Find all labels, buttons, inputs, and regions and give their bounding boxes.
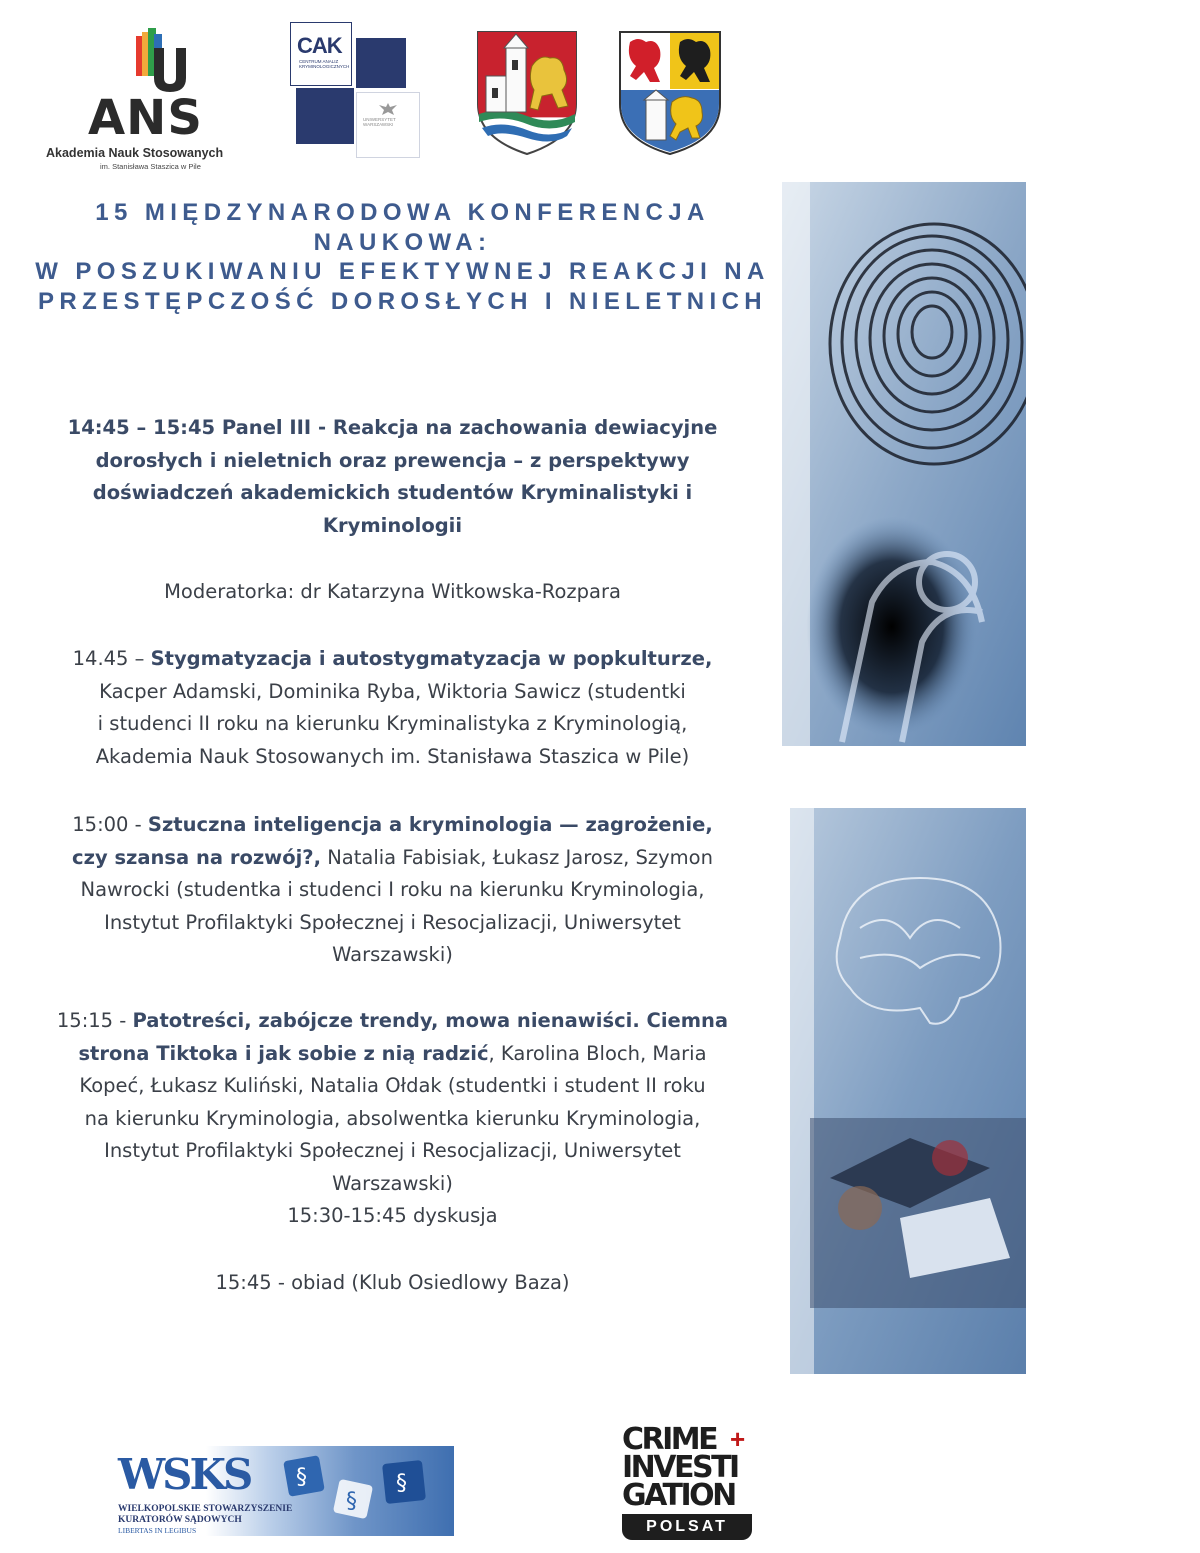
wsks-logo <box>116 1446 454 1536</box>
title-line: PRZESTĘPCZOŚĆ DOROSŁYCH I NIELETNICH <box>37 287 768 315</box>
cak-university-panel <box>356 92 420 158</box>
item-title: czy szansa na rozwój?, <box>72 845 321 869</box>
panel-line: dorosłych i nieletnich oraz prewencja – z perspektywy <box>95 448 690 472</box>
item-line: Kacper Adamski, Dominika Ryba, Wiktoria Sawicz (studentki <box>99 679 686 703</box>
ci-plus: + <box>730 1424 746 1454</box>
item-title: Patotreści, zabójcze trendy, mowa nienawiści. Ciemna <box>132 1009 729 1032</box>
panel-line: Kryminologii <box>322 513 463 537</box>
item-title: strona Tiktoka i jak sobie z nią radzić <box>78 1041 489 1065</box>
programme-item <box>30 643 755 773</box>
item-line: na kierunku Kryminologia, absolwentka kierunku Kryminologia, <box>84 1106 701 1130</box>
item-title: Sztuczna inteligencja a kryminologia — zagrożenie, <box>147 813 713 836</box>
moderator: Moderatorka: dr Katarzyna Witkowska-Rozpara <box>164 580 621 603</box>
item-line: Kopeć, Łukasz Kuliński, Natalia Ołdak (studentki i student II roku <box>79 1074 706 1097</box>
ci-line: INVESTI <box>622 1450 738 1485</box>
item-time: 15:00 - <box>72 813 148 836</box>
paragraph-cubes-icon <box>266 1452 446 1532</box>
cak-letters: CAK <box>297 33 342 58</box>
ci-polsat-badge: POLSAT <box>622 1514 752 1540</box>
svg-text:§: § <box>396 1471 407 1496</box>
item-line: Akademia Nauk Stosowanych im. Stanisława Staszica w Pile) <box>95 744 690 768</box>
wsks-letters: WSKS <box>118 1450 251 1499</box>
title-line: W POSZUKIWANIU EFEKTYWNEJ REAKCJI NA <box>35 258 770 285</box>
coat-of-arms-powiat-icon <box>616 28 724 158</box>
item-authors: Natalia Fabisiak, Łukasz Jarosz, Szymon <box>321 845 713 869</box>
wsks-name-line: KURATORÓW SĄDOWYCH <box>118 1515 242 1525</box>
item-time: 14.45 – <box>72 647 151 670</box>
item-line: Nawrocki (studentka i studenci I roku na kierunku Kryminologia, <box>80 878 705 901</box>
cak-square <box>296 88 354 144</box>
crime-investigation-logo <box>620 1424 756 1542</box>
item-title: Stygmatyzacja i autostygmatyzacja w popkulturze, <box>150 647 713 670</box>
panel-heading <box>30 412 755 542</box>
title-line: 15 MIĘDZYNARODOWA KONFERENCJA <box>95 199 710 226</box>
ans-emblem-icon <box>118 28 198 98</box>
svg-text:§: § <box>296 1465 307 1490</box>
ci-line: GATION <box>622 1478 735 1513</box>
item-time: 15:15 - <box>56 1009 133 1032</box>
brain-graduation-image <box>790 808 1026 1374</box>
fingerprint-xray-image <box>782 182 1026 746</box>
coat-of-arms-pila-icon <box>472 26 582 158</box>
wsks-name-line: WIELKOPOLSKIE STOWARZYSZENIE <box>118 1504 293 1514</box>
ci-line: CRIME <box>622 1422 717 1457</box>
item-authors: , Karolina Bloch, Maria <box>488 1041 707 1065</box>
ans-subtitle: im. Stanisława Staszica w Pile <box>100 162 201 171</box>
wsks-motto: LIBERTAS IN LEGIBUS <box>118 1526 197 1535</box>
dinner-note: 15:45 - obiad (Klub Osiedlowy Baza) <box>215 1271 570 1294</box>
item-line: Warszawski) <box>332 943 453 966</box>
ans-letters: ANS <box>88 90 203 146</box>
programme-item <box>30 809 755 972</box>
cak-university: UNIWERSYTET WARSZAWSKI <box>363 117 396 127</box>
ans-name: Akademia Nauk Stosowanych <box>46 146 224 160</box>
eagle-icon <box>377 101 399 117</box>
item-line: i studenci II roku na kierunku Kryminalistyka z Kryminologią, <box>97 712 688 735</box>
item-line: Instytut Profilaktyki Społecznej i Resocjalizacji, Uniwersytet <box>104 910 681 934</box>
panel-line: doświadczeń akademickich studentów Kryminalistyki i <box>92 481 693 504</box>
item-line: 15:30-15:45 dyskusja <box>287 1204 498 1227</box>
programme-item <box>30 1005 755 1233</box>
cak-square <box>356 38 406 88</box>
title-line: NAUKOWA: <box>313 228 492 256</box>
conference-title <box>30 198 775 316</box>
panel-line: 14:45 – 15:45 Panel III - Reakcja na zachowania dewiacyjne <box>67 416 718 439</box>
item-line: Warszawski) <box>332 1171 453 1195</box>
ans-logo <box>40 28 240 171</box>
cak-logo <box>286 22 422 158</box>
item-line: Instytut Profilaktyki Społecznej i Resocjalizacji, Uniwersytet <box>104 1139 681 1162</box>
cak-subtitle: CENTRUM ANALIZ KRYMINOLOGICZNYCH <box>299 59 350 69</box>
cak-panel <box>290 22 352 86</box>
svg-text:§: § <box>346 1489 357 1514</box>
